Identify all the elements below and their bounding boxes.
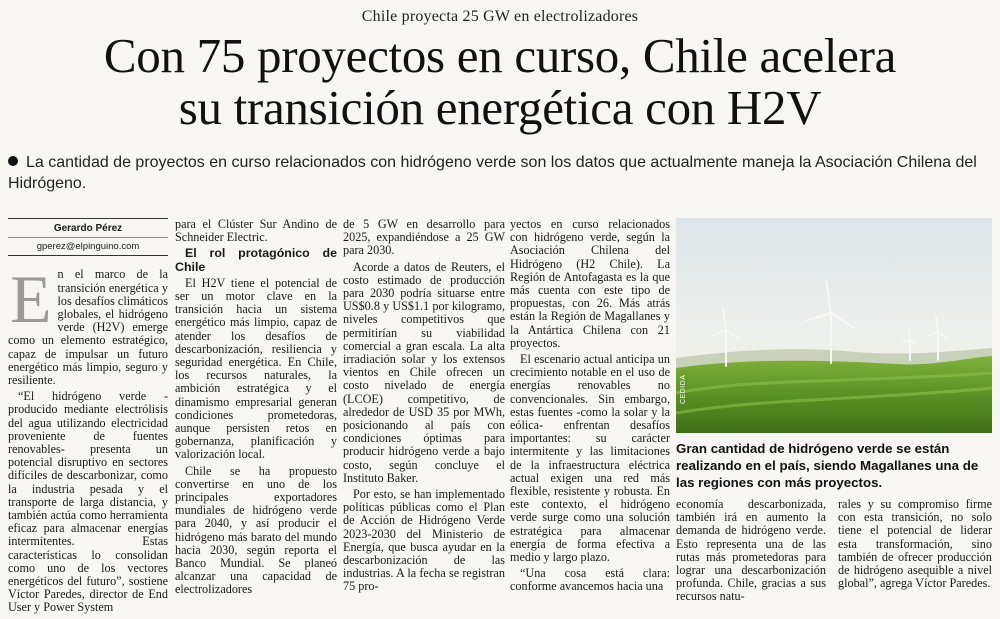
paragraph: “El hidrógeno verde -producido mediante electrólisis del agua utilizando electricidad proveniente de fuentes renovables- presenta un potencial disruptivo en sectores difíciles de descarbonizar, como la industria pesada y el transporte de larga distancia, y también actúa como herramienta eficaz para almacenar energías intermitentes. Estas características lo consolidan como uno de los vectores energéticos del futuro”, sostiene Víctor Paredes, director de End User y Power System [8,389,168,615]
paragraph: El escenario actual anticipa un crecimiento notable en el uso de energías renovables no convencionales. Sin embargo, estas fuentes -como la solar y la eólica- enfrentan desafíos importantes: su carácter intermitente y las limitaciones de la infraestructura eléctrica actual exigen una red más flexible, resistente y robusta. En este contexto, el hidrógeno verde surge como una solución estratégica para almacenar energía de forma efectiva a medio y largo plazo. [510,352,670,565]
paragraph: Acorde a datos de Reuters, el costo estimado de producción para 2030 podría situarse entre US$0.8 y US$1.1 por kilogramo, niveles competitivos que permitirían su viabilidad comercial a gran escala. La alta irradiación solar y los extensos vientos en Chile ofrecen un costo nivelado de energía (LCOE) competitivo, de alrededor de USD 35 por MWh, posicionando al país con condiciones óptimas para producir hidrógeno verde a bajo costo, según concluye el Instituto Baker. [343,259,505,485]
paragraph: rales y su compromiso firme con esta transición, no solo tiene el potencial de liderar esta transformación, sino también de ofrecer producción de hidrógeno asequible a nivel global”, agrega Víctor Paredes. [838,498,992,591]
article-column-2 [175,218,337,616]
paragraph: de 5 GW en desarrollo para 2025, expandiéndose a 25 GW para 2030. [343,218,505,258]
bullet-icon [8,156,18,166]
byline [8,218,168,256]
article-column-6 [838,498,992,616]
headline [0,30,1000,134]
byline-email[interactable]: gperez@elpinguino.com [8,237,168,253]
headline-line-1: Con 75 proyectos en curso, Chile acelera [103,28,897,83]
article-column-5 [676,498,826,616]
paragraph: yectos en curso relacionados con hidrógeno verde, según la Asociación Chilena del Hidrógeno (H2 Chile). La Región de Antofagasta es la que más cuenta con este tipo de propuestas, con 26. Más atrás están la Región de Magallanes y la Antártica Chilena con 21 proyectos. [510,218,670,350]
article-column-1 [8,218,168,616]
paragraph: para el Clúster Sur Andino de Schneider Electric. [175,218,337,245]
headline-line-2: su transición energética con H2V [178,80,822,135]
article-photo [676,218,992,433]
drop-cap: E [10,261,52,338]
lead-text: La cantidad de proyectos en curso relacionados con hidrógeno verde son los datos que actualmente maneja la Asociación Chilena del Hidrógeno. [8,154,977,192]
article-column-4 [510,218,670,616]
paragraph: El H2V tiene el potencial de ser un motor clave en la transición hacia un sistema energético más limpio, capaz de atender los desafíos de descarbonización, resiliencia y seguridad energética. En Chile, los recursos naturales, la ambición estratégica y el dinamismo empresarial generan condiciones prometedoras, aunque persisten retos en gobernanza, planificación y valorización local. [175,275,337,462]
wind-turbines-photo [676,218,992,433]
paragraph: economía descarbonizada, también irá en aumento la demanda de hidrógeno verde. Esto representa una de las rutas más prometedoras para lograr una descarbonización profunda. Chile, gracias a sus recursos natu- [676,498,826,604]
paragraph: “Una cosa está clara: conforme avancemos hacia una [510,566,670,594]
photo-caption: Gran cantidad de hidrógeno verde se están realizando en el país, siendo Magallanes una de las regiones con más proyectos. [676,441,979,490]
lead-paragraph [8,152,992,194]
kicker: Chile proyecta 25 GW en electrolizadores [361,8,639,25]
paragraph: Por esto, se han implementado políticas públicas como el Plan de Acción de Hidrógeno Verde 2023-2030 del Ministerio de Energía, que busca ayudar en la descarbonización de las industrias. A la fecha se registran 75 pro- [343,487,505,594]
opening-paragraph [8,261,168,388]
photo-credit: CEDIDA [680,374,687,404]
byline-author: Gerardo Pérez [53,223,123,234]
paragraph: Chile se ha propuesto convertirse en uno de los principales exportadores mundiales de hidrógeno verde para 2040, y así producir el hidrógeno más barato del mundo hacia 2030, según reporta el Banco Mundial. Se planeó alcanzar una capacidad de electrolizadores [175,463,337,597]
section-subhead: El rol protagónico de Chile [175,246,337,274]
paragraph: n el marco de la transición energética y los desafíos climáticos globales, el hidrógeno verde (H2V) emerge como un elemento estratégico, capaz de impulsar un futuro energético más limpio, seguro y resiliente. [8,267,168,388]
article-column-3 [343,218,505,616]
